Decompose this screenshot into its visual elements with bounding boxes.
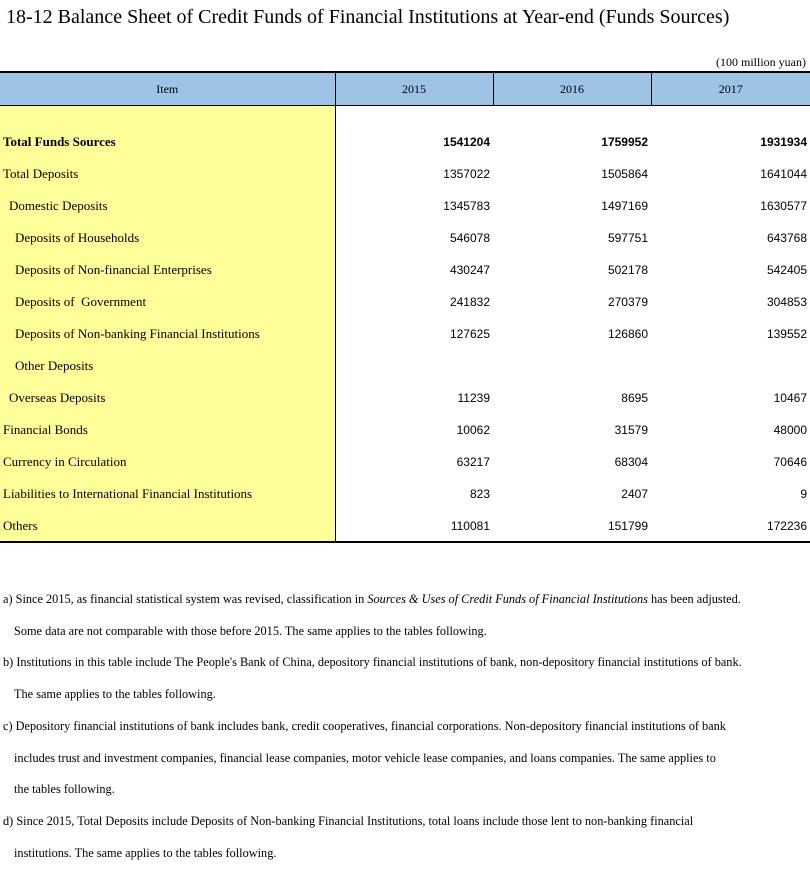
cell-2016: 68304 [614, 455, 648, 469]
cell-2016: 126860 [607, 327, 648, 341]
row-item: Others [0, 510, 335, 542]
table-row [0, 222, 810, 254]
cell-2015: 63217 [456, 455, 490, 469]
footnote-d [3, 806, 808, 869]
cell-2015: 823 [469, 487, 490, 501]
cell-2016: 270379 [607, 295, 648, 309]
table-row [0, 126, 810, 158]
footnote-d-line1: d) Since 2015, Total Deposits include Deposits of Non-banking Financial Institutions, total loans include those lent to non-banking financial [3, 813, 694, 828]
row-item: Overseas Deposits [0, 382, 335, 414]
cell-2015: 546078 [449, 231, 490, 245]
row-item: Deposits of Non-banking Financial Institutions [0, 318, 335, 350]
table-row [0, 286, 810, 318]
footnote-b-line2: The same applies to the tables following. [14, 687, 216, 702]
table-row [0, 158, 810, 190]
footnotes [3, 584, 808, 869]
header-2015: 2015 [335, 72, 493, 106]
cell-2017: 9 [800, 487, 807, 501]
cell-2017: 70646 [773, 455, 807, 469]
cell-2015: 241832 [449, 295, 490, 309]
table-row [0, 510, 810, 542]
footnote-b-line1: b) Institutions in this table include The People's Bank of China, depository financial institutions of bank, non-depository financial institutions of bank. [3, 655, 742, 670]
header-2016: 2016 [493, 72, 651, 106]
cell-2017: 304853 [766, 295, 807, 309]
spacer-cell [0, 106, 335, 127]
table-row [0, 254, 810, 286]
row-item: Domestic Deposits [0, 190, 335, 222]
row-item: Deposits of Government [0, 286, 335, 318]
cell-2017: 172236 [651, 510, 810, 542]
cell-2015: 11239 [457, 391, 490, 405]
row-item: Financial Bonds [0, 414, 335, 446]
cell-2016 [493, 350, 651, 382]
cell-2017 [651, 350, 810, 382]
cell-2015: 127625 [449, 327, 490, 341]
cell-2016: 151799 [493, 510, 651, 542]
table-row [0, 382, 810, 414]
cell-2017: 1641044 [760, 167, 807, 181]
table-row [0, 414, 810, 446]
row-item: Total Deposits [0, 158, 335, 190]
row-item: Deposits of Households [0, 222, 335, 254]
table-row [0, 318, 810, 350]
cell-2017: 542405 [766, 263, 807, 277]
cell-2017: 10467 [773, 391, 807, 405]
cell-2015: 430247 [449, 263, 490, 277]
footnote-b [3, 647, 808, 710]
table-row [0, 350, 810, 382]
row-item: Other Deposits [0, 350, 335, 382]
row-item: Total Funds Sources [0, 126, 335, 158]
cell-2016: 8695 [621, 391, 648, 405]
footnote-a-line1-pre: a) Since 2015, as financial statistical system was revised, classification in [3, 592, 368, 606]
page-title: 18-12 Balance Sheet of Credit Funds of Financial Institutions at Year-end (Funds Sources) [6, 6, 730, 28]
cell-2015: 10062 [456, 423, 490, 437]
cell-2016: 1505864 [601, 167, 648, 181]
cell-2015: 1357022 [443, 167, 490, 181]
cell-2015 [335, 350, 493, 382]
header-item: Item [0, 72, 335, 106]
cell-2015: 1541204 [443, 135, 490, 149]
table-row [0, 446, 810, 478]
cell-2017: 48000 [773, 423, 807, 437]
cell-2016: 2407 [621, 487, 648, 501]
balance-sheet-table [0, 71, 810, 543]
footnote-a-line2: Some data are not comparable with those before 2015. The same applies to the tables following. [14, 623, 487, 638]
spacer-row [0, 106, 810, 127]
table-row [0, 190, 810, 222]
header-2017: 2017 [651, 72, 810, 106]
cell-2017: 1630577 [760, 199, 807, 213]
cell-2016: 31579 [614, 423, 648, 437]
unit-label: (100 million yuan) [716, 55, 806, 69]
cell-2016: 597751 [607, 231, 648, 245]
cell-2016: 502178 [607, 263, 648, 277]
footnote-c-line1: c) Depository financial institutions of bank includes bank, credit cooperatives, financial corporations. Non-depository financial institutions of bank [3, 718, 726, 733]
cell-2016: 1497169 [601, 199, 648, 213]
cell-2015: 1345783 [443, 199, 490, 213]
footnote-c [3, 711, 808, 806]
cell-2017: 139552 [766, 327, 807, 341]
header-row [0, 72, 810, 106]
footnote-a [3, 584, 808, 647]
footnote-c-line3: the tables following. [14, 782, 115, 797]
cell-2016: 1759952 [601, 135, 648, 149]
row-item: Liabilities to International Financial Institutions [0, 478, 335, 510]
row-item: Currency in Circulation [0, 446, 335, 478]
cell-2015: 110081 [335, 510, 493, 542]
footnote-a-line1-em: Sources & Uses of Credit Funds of Financial Institutions [367, 592, 648, 606]
row-item: Deposits of Non-financial Enterprises [0, 254, 335, 286]
footnote-d-line2: institutions. The same applies to the tables following. [14, 845, 277, 860]
footnote-c-line2: includes trust and investment companies, financial lease companies, motor vehicle lease companies, and loans companies. The same applies to [14, 750, 716, 765]
footnote-a-line1-post: has been adjusted. [647, 592, 741, 606]
table-row [0, 478, 810, 510]
cell-2017: 1931934 [760, 135, 807, 149]
cell-2017: 643768 [766, 231, 807, 245]
